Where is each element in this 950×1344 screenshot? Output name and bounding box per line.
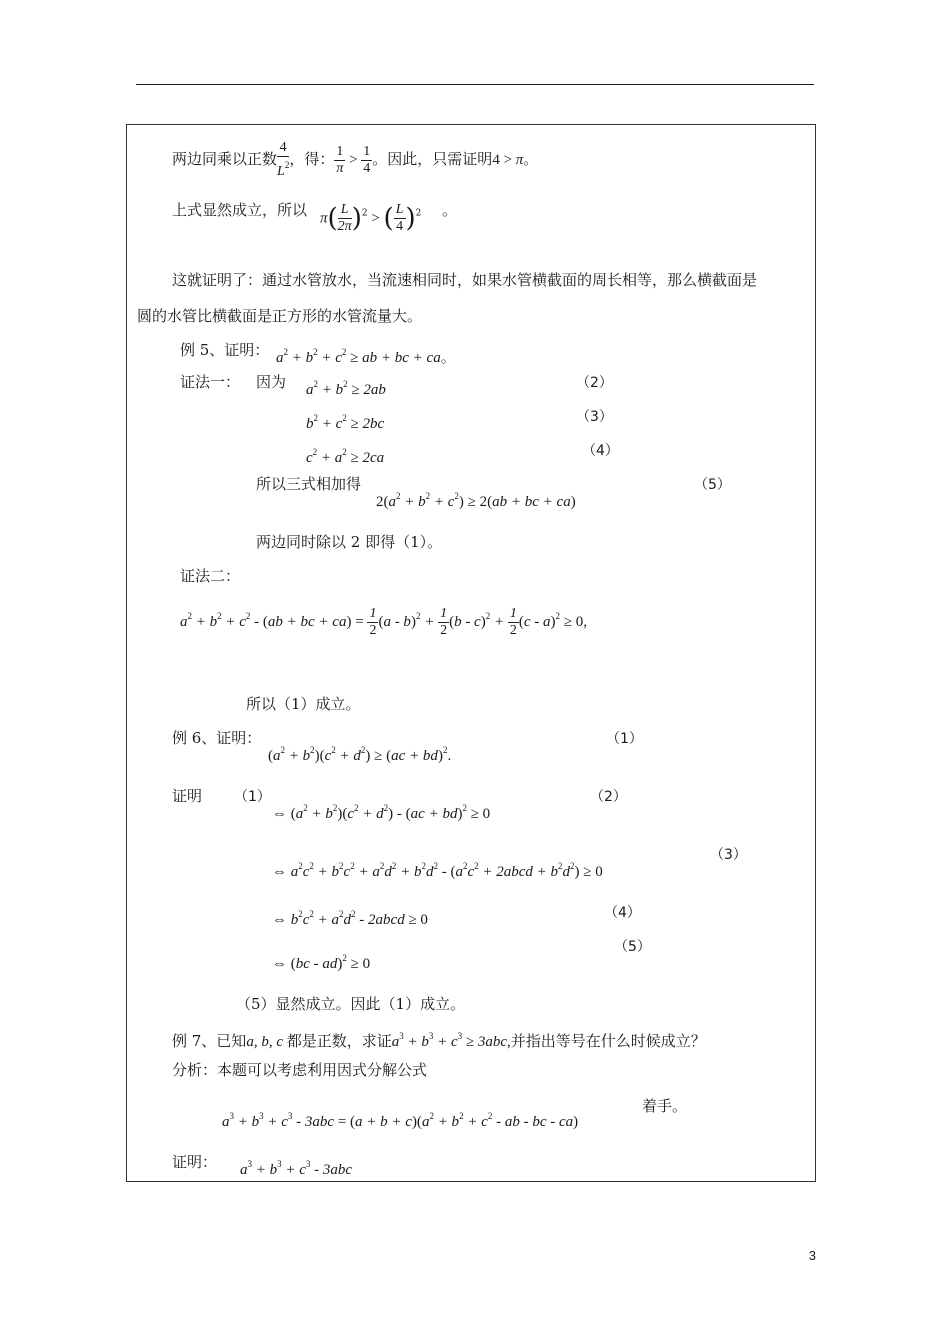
proof-num-1: （1） bbox=[234, 789, 271, 805]
add-label: 所以三式相加得 bbox=[256, 475, 362, 493]
ineq-3: $b^2 + c^2 \ge 2bc$ bbox=[306, 413, 385, 432]
analysis: 分析：本题可以考虑利用因式分解公式 bbox=[172, 1061, 428, 1079]
divide-text: 两边同时除以 2 即得（1）。 bbox=[256, 533, 443, 551]
eq-num-3: （3） bbox=[576, 409, 613, 425]
eq-num-5: （5） bbox=[694, 477, 731, 493]
step-num-4: （4） bbox=[604, 905, 641, 921]
proof2-label: 证法二： bbox=[180, 567, 241, 585]
step-5: ⇔ (bc - ad)$^2$ ≥ 0 bbox=[272, 953, 371, 972]
step-num-5: （5） bbox=[614, 939, 651, 955]
eq-num-4: （4） bbox=[582, 443, 619, 459]
proof-label: 证明 bbox=[172, 787, 203, 805]
eq-num-2: （2） bbox=[576, 375, 613, 391]
text: 。 bbox=[523, 150, 539, 168]
proof7-label: 证明： bbox=[172, 1153, 218, 1171]
because: 因为 bbox=[256, 373, 287, 391]
text: 都是正数，求证 bbox=[286, 1032, 392, 1050]
text: 例 7、已知 bbox=[172, 1032, 247, 1050]
ex5-label: 例 5、证明： bbox=[180, 341, 270, 359]
ex6-num-1: （1） bbox=[606, 731, 643, 747]
header-rule bbox=[136, 84, 814, 85]
factor-formula: $a^3 + b^3 + c^3 - 3abc = (a + b + c)(a^2 + b^2 + c^2$ - ab - bc - ca) bbox=[222, 1111, 579, 1130]
ex6-formula: $(a^2 + b^2)(c^2 + d^2) \ge (ac + bd)^2$. bbox=[268, 745, 452, 764]
line-3: 这就证明了：通过水管放水，当流速相同时，如果水管横截面的周长相等，那么横截面是 bbox=[172, 271, 758, 289]
step-4: ⇔ $b^2c^2 + a^2d^2$ - 2abcd ≥ 0 bbox=[272, 909, 428, 928]
ineq-2: $a^2 + b^2 \ge 2ab$ bbox=[306, 379, 386, 398]
page-number: 3 bbox=[808, 1248, 816, 1263]
formula-pi-ineq: π( $\frac{L}{2\pi}$ )$^2$ > ( $\frac{L}{4}$ )$^2$ bbox=[320, 202, 422, 234]
ex6-label: 例 6、证明： bbox=[172, 729, 262, 747]
fraction-1-over-4: $\frac{1}{4}$ bbox=[363, 143, 371, 176]
proof1-label: 证法一： bbox=[180, 373, 241, 391]
line-2 bbox=[172, 200, 307, 220]
proof2-formula: $a^2 + b^2 + c^2 - (ab$ + bc + ca) = $\frac{1}{2}$ (a - b)$^2$ + $\frac{1}{2}$ (b - c)$^2$ + $\frac{1}{2}$ (c - a)$^2$ ≥ 0, bbox=[180, 606, 587, 639]
analysis-end: 着手。 bbox=[642, 1097, 688, 1115]
text: ，得： bbox=[289, 150, 335, 168]
text: 。因此，只需证明 bbox=[372, 150, 493, 168]
proof7-formula: $a^3 + b^3 + c^3 - 3abc$ bbox=[240, 1159, 353, 1178]
step-3: ⇔ $a^2c^2 + b^2c^2 + a^2d^2 + b^2d^2 - (a^2c^2$ + 2abcd + $b^2d^2) \ge 0$ bbox=[272, 861, 603, 880]
ex5-formula: $a^2 + b^2 + c^2$ ≥ ab + bc + ca。 bbox=[276, 347, 456, 366]
ineq-5: $2(a^2 + b^2 + c^2) \ge 2(ab$ + bc + ca) bbox=[376, 491, 576, 510]
step-num-3: （3） bbox=[710, 847, 747, 863]
text: 两边同乘以正数 bbox=[172, 150, 278, 168]
conclude-1: 所以（1）成立。 bbox=[246, 695, 361, 713]
step-2: ⇔ $(a^2 + b^2)(c^2 + d^2) - (ac + bd)^2 \ge 0$ bbox=[272, 803, 491, 822]
ineq-4: $c^2 + a^2 \ge 2ca$ bbox=[306, 447, 385, 466]
ex7-line: 例 7、已知a, b, c 都是正数，求证$a^3 + b^3 + c^3 \ge 3abc$,并指出等号在什么时候成立？ bbox=[172, 1031, 706, 1050]
line-1: 两边同乘以正数 $\frac{4}{L^2}$ ，得： $\frac{1}{\pi}$ > $\frac{1}{4}$ 。因此，只需证明4 > π。 bbox=[172, 140, 539, 179]
text: 上式显然成立，所以 bbox=[172, 201, 308, 219]
fraction-1-over-pi: $\frac{1}{\pi}$ bbox=[336, 143, 344, 176]
step-num-2: （2） bbox=[590, 789, 627, 805]
line-4: 圆的水管比横截面是正方形的水管流量大。 bbox=[137, 307, 423, 325]
conclude-2: （5）显然成立。因此（1）成立。 bbox=[236, 995, 466, 1013]
line-2-end: 。 bbox=[442, 201, 458, 219]
text: 并指出等号在什么时候成立？ bbox=[510, 1032, 706, 1050]
fraction-4-over-L2: $\frac{4}{L^2}$ bbox=[277, 140, 290, 179]
